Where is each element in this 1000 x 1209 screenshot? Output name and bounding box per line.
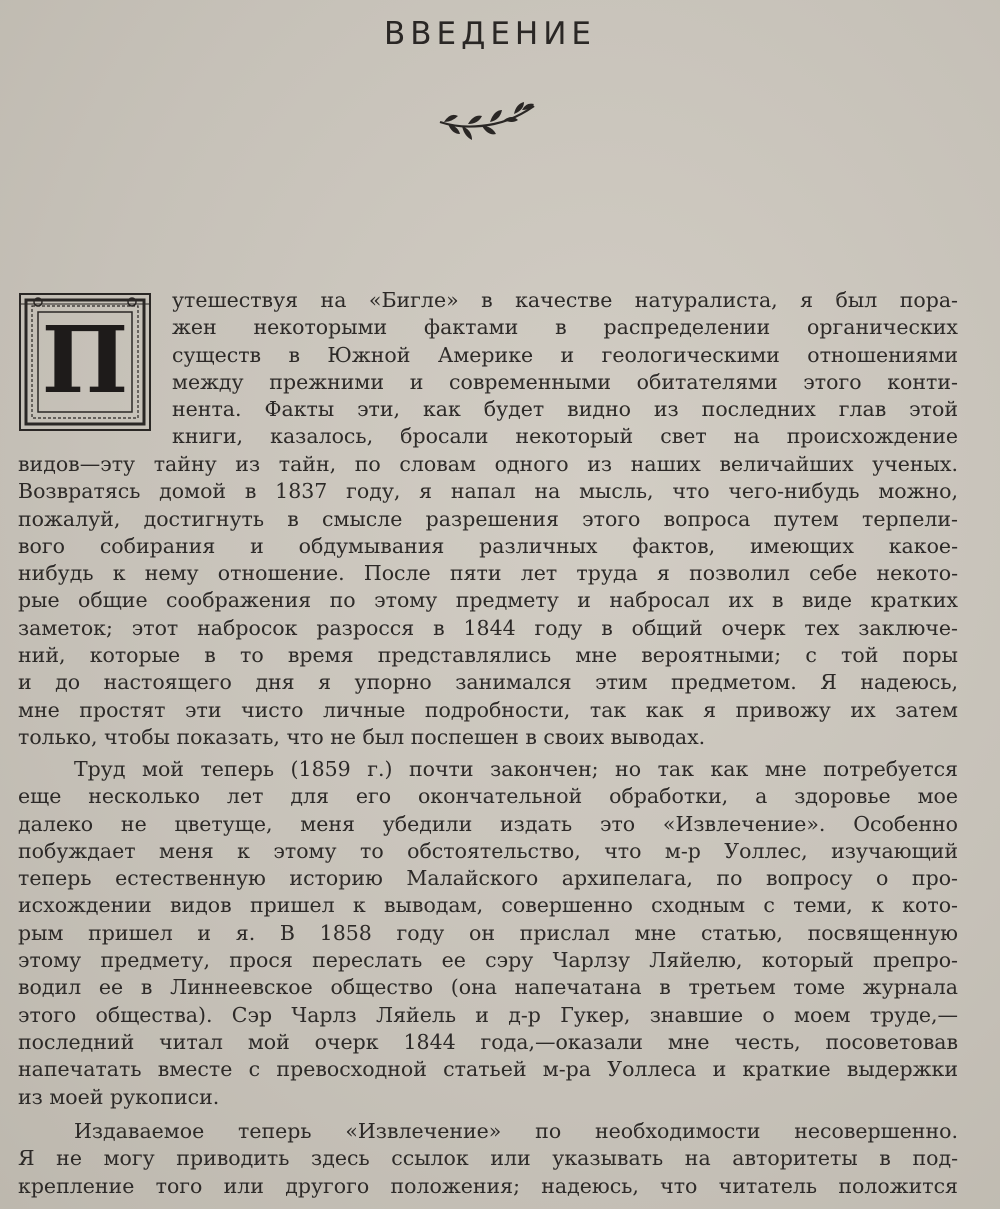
text-line: утешествуя на «Бигле» в качестве натуралиста, я был пора- [172, 288, 958, 312]
text-line: книги, казалось, бросали некоторый свет на происхождение [172, 424, 958, 449]
text-line: этому предмету, прося переслать ее сэру Чарлзу Ляйелю, который препро- [18, 948, 958, 973]
text-line: нента. Факты эти, как будет видно из последних глав этой [172, 397, 958, 422]
text-line: мне простят эти чисто личные подробности, так как я привожу их затем [18, 697, 958, 722]
text-line: теперь естественную историю Малайского архипелага, по вопросу о про- [18, 866, 958, 891]
text-line: побуждает меня к этому то обстоятельство, что м-р Уоллес, изучающий [18, 838, 958, 863]
text-line: из моей рукописи. [18, 1084, 220, 1109]
text-line: вого собирания и обдумывания различных фактов, имеющих какое- [18, 533, 958, 558]
drop-cap-letter: П [41, 306, 129, 414]
text-line: далеко не цветуще, меня убедили издать это «Извлечение». Особенно [18, 811, 958, 836]
text-line: последний читал мой очерк 1844 года,—оказали мне честь, посоветовав [18, 1029, 958, 1054]
text-line: напечатать вместе с превосходной статьей м-ра Уоллеса и краткие выдержки [18, 1057, 958, 1082]
text-line: этого общества). Сэр Чарлз Ляйель и д-р Гукер, знавшие о моем труде,— [18, 1002, 958, 1027]
chapter-title: ВВЕДЕНИЕ [383, 16, 596, 52]
paragraph-2 [18, 756, 958, 1111]
text-line: между прежними и современными обитателями этого конти- [172, 369, 958, 394]
text-line: и до настоящего дня я упорно занимался этим предметом. Я надеюсь, [18, 670, 958, 695]
text-line: ний, которые в то время представлялись мне вероятными; с той поры [18, 643, 958, 668]
text-line: Издаваемое теперь «Извлечение» по необходимости несовершенно. [74, 1119, 958, 1143]
text-line: исхождении видов пришел к выводам, совершенно сходным с теми, к кото- [18, 893, 958, 918]
text-line: существ в Южной Америке и геологическими отношениями [172, 342, 958, 367]
text-line: еще несколько лет для его окончательной обработки, а здоровье мое [18, 784, 958, 809]
text-line: заметок; этот набросок разросся в 1844 году в общий очерк тех заключе- [18, 615, 958, 640]
paragraph-1-beside-cap [18, 287, 958, 451]
text-line: крепление того или другого положения; надеюсь, что читатель положится [18, 1173, 958, 1198]
text-line: Я не могу приводить здесь ссылок или указывать на авторитеты в под- [18, 1146, 958, 1171]
text-line: видов—эту тайну из тайн, по словам одного из наших величайших ученых. [18, 452, 958, 476]
text-line: рым пришел и я. В 1858 году он прислал мне статью, посвященную [18, 920, 958, 945]
text-line: нибудь к нему отношение. После пяти лет труда я позволил себе некото- [18, 561, 958, 586]
text-line: пожалуй, достигнуть в смысле разрешения этого вопроса путем терпели- [18, 506, 958, 531]
text-line: только, чтобы показать, что не был поспешен в своих выводах. [18, 724, 706, 749]
text-line: рые общие соображения по этому предмету и набросал их в виде кратких [18, 588, 958, 613]
text-line: Возвратясь домой в 1837 году, я напал на мысль, что чего-нибудь можно, [18, 479, 958, 504]
paragraph-3 [18, 1118, 958, 1200]
paragraph-1-continued [18, 451, 958, 751]
laurel-ornament-icon [434, 100, 540, 150]
text-line: водил ее в Линнеевское общество (она напечатана в третьем томе журнала [18, 975, 958, 1000]
text-line: Труд мой теперь (1859 г.) почти закончен; но так как мне потребуется [74, 757, 958, 781]
text-line: жен некоторыми фактами в распределении органических [172, 315, 958, 340]
